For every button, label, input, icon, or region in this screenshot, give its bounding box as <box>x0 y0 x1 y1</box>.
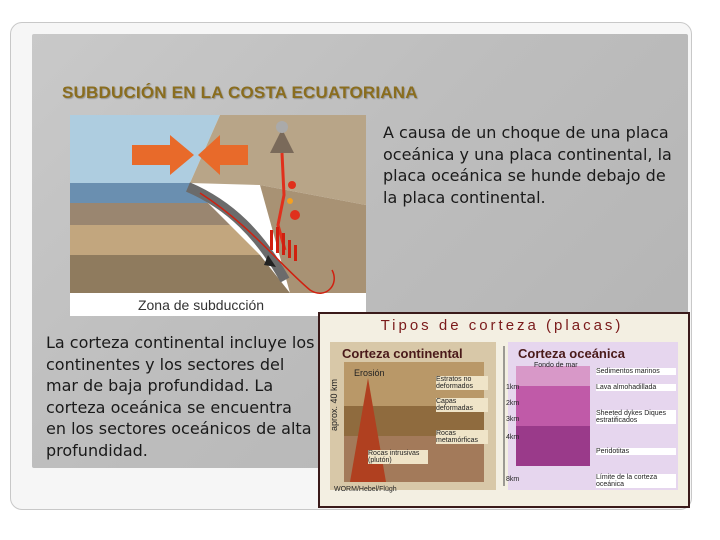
label-lava: Lava almohadillada <box>596 384 676 391</box>
label-estratos: Estratos no deformados <box>436 376 488 390</box>
crust-types-figure <box>318 312 690 508</box>
oceanic-heading: Corteza oceánica <box>518 346 625 361</box>
depth-2km: 2km <box>506 400 520 407</box>
subduction-diagram <box>70 115 366 316</box>
continental-heading: Corteza continental <box>342 346 463 361</box>
label-limite: Límite de la corteza oceánica <box>596 474 676 488</box>
label-sedimentos: Sedimentos marinos <box>596 368 676 375</box>
figure-credit: WORM/Hebel/Flügh <box>334 486 397 493</box>
slide-title: SUBDUCIÓN EN LA COSTA ECUATORIANA <box>62 83 418 102</box>
depth-1km: 1km <box>506 384 520 391</box>
label-fondo: Fondo de mar <box>534 362 578 369</box>
subduction-illustration <box>70 115 366 316</box>
left-paragraph: La corteza continental incluye los continentes y los sectores del mar de baja profundidad. La corteza oceánica se encuentra en los sectores oceánicos de alta profundidad. <box>46 333 315 460</box>
depth-8km: 8km <box>506 476 520 483</box>
label-capas: Capas deformadas <box>436 398 488 412</box>
vertical-depth-label: aprox. 40 km <box>329 378 340 432</box>
depth-4km: 4km <box>506 434 520 441</box>
label-rocas-metamorficas: Rocas metamórficas <box>436 430 488 444</box>
subduction-caption: Zona de subducción <box>137 297 265 313</box>
top-paragraph: A causa de un choque de una placa oceánica y una placa continental, la placa oceánica se hunde debajo de la placa continental. <box>383 123 672 207</box>
label-peridotitas: Peridotitas <box>596 448 676 455</box>
crust-figure-title: Tipos de corteza (placas) <box>380 317 624 334</box>
label-sheeted: Sheeted dykes Diques estratificados <box>596 410 676 424</box>
label-erosion: Erosión <box>354 368 385 378</box>
label-rocas-intrusivas: Rocas intrusivas (plutón) <box>368 450 428 464</box>
depth-3km: 3km <box>506 416 520 423</box>
